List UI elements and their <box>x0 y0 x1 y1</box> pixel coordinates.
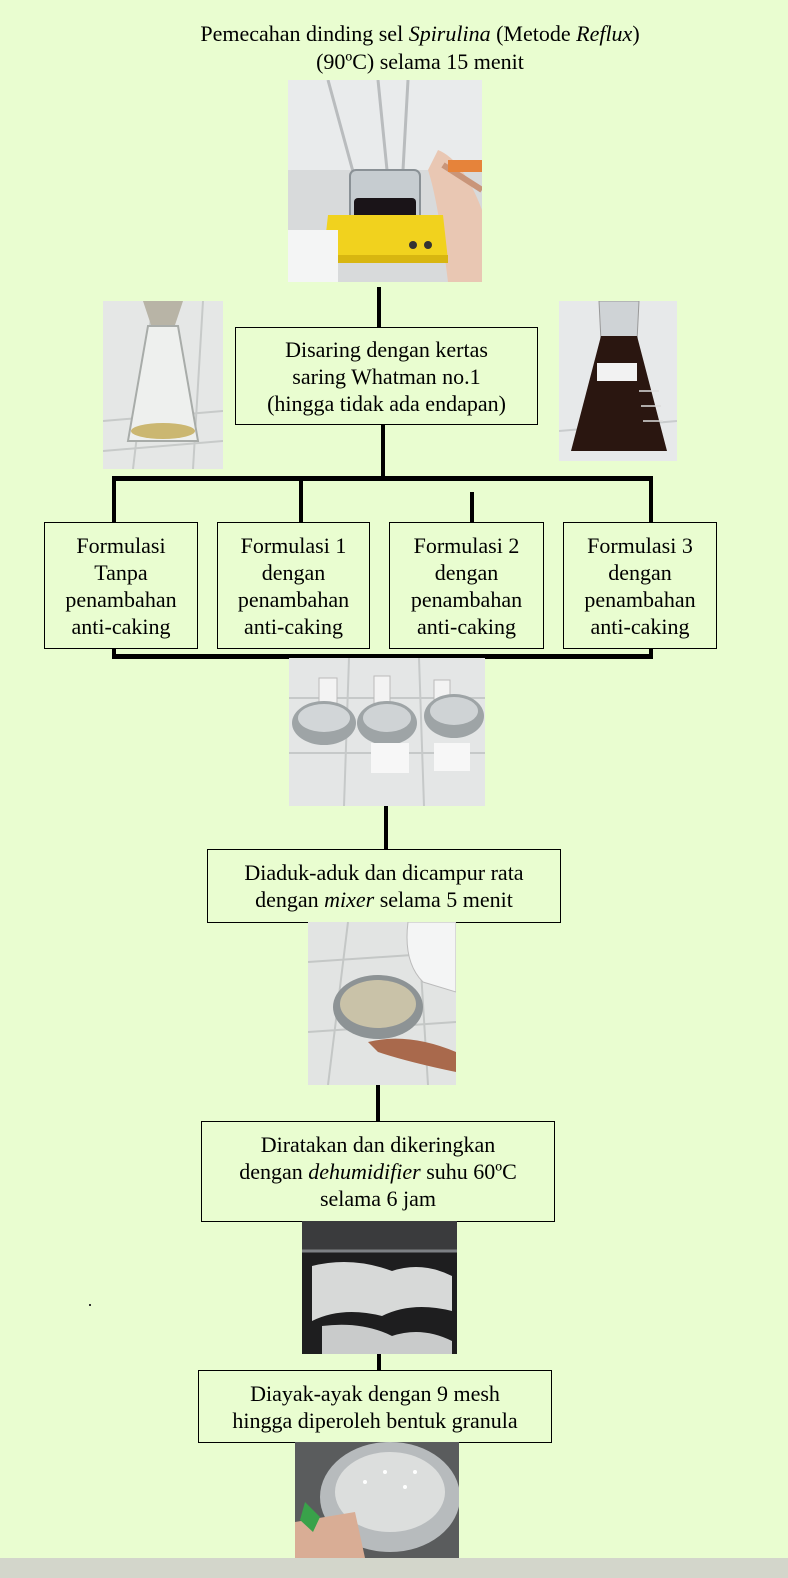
title-line-2: (90ºC) selama 15 menit <box>316 49 524 74</box>
formulation-box-1: Formulasi 1 dengan penambahan anti-caking <box>217 522 370 649</box>
formulation-box-0: Formulasi Tanpa penambahan anti-caking <box>44 522 198 649</box>
connector <box>377 1354 381 1371</box>
photo-mixer <box>308 922 456 1085</box>
sieve-step-box: Diayak-ayak dengan 9 mesh hingga diperoleh bentuk granula <box>198 1370 552 1443</box>
mix-step-box: Diaduk-aduk dan dicampur rata dengan mixer selama 5 menit <box>207 849 561 923</box>
filter-step-box: Disaring dengan kertas saring Whatman no.1 (hingga tidak ada endapan) <box>235 327 538 425</box>
photo-dehumidifier <box>302 1221 457 1354</box>
connector <box>470 492 474 523</box>
connector <box>649 476 653 523</box>
connector <box>112 476 116 523</box>
connector <box>112 476 653 481</box>
connector <box>299 476 303 523</box>
diagram-title <box>140 20 700 76</box>
bottom-bar <box>0 1558 788 1578</box>
formulation-box-2: Formulasi 2 dengan penambahan anti-caking <box>389 522 544 649</box>
photo-reflux <box>288 80 482 282</box>
photo-filter-funnel <box>103 301 223 469</box>
title-line-1: Pemecahan dinding sel Spirulina (Metode Reflux) <box>200 21 640 46</box>
connector <box>384 806 388 850</box>
connector <box>377 287 381 327</box>
connector <box>376 1085 380 1122</box>
connector <box>381 425 385 478</box>
dry-step-box: Diratakan dan dikeringkan dengan dehumidifier suhu 60ºC selama 6 jam <box>201 1121 555 1222</box>
formulation-box-3: Formulasi 3 dengan penambahan anti-caking <box>563 522 717 649</box>
photo-bowls <box>289 658 485 806</box>
stray-dot <box>89 1304 91 1306</box>
photo-sieve <box>295 1442 459 1558</box>
photo-filtrate <box>559 301 677 461</box>
